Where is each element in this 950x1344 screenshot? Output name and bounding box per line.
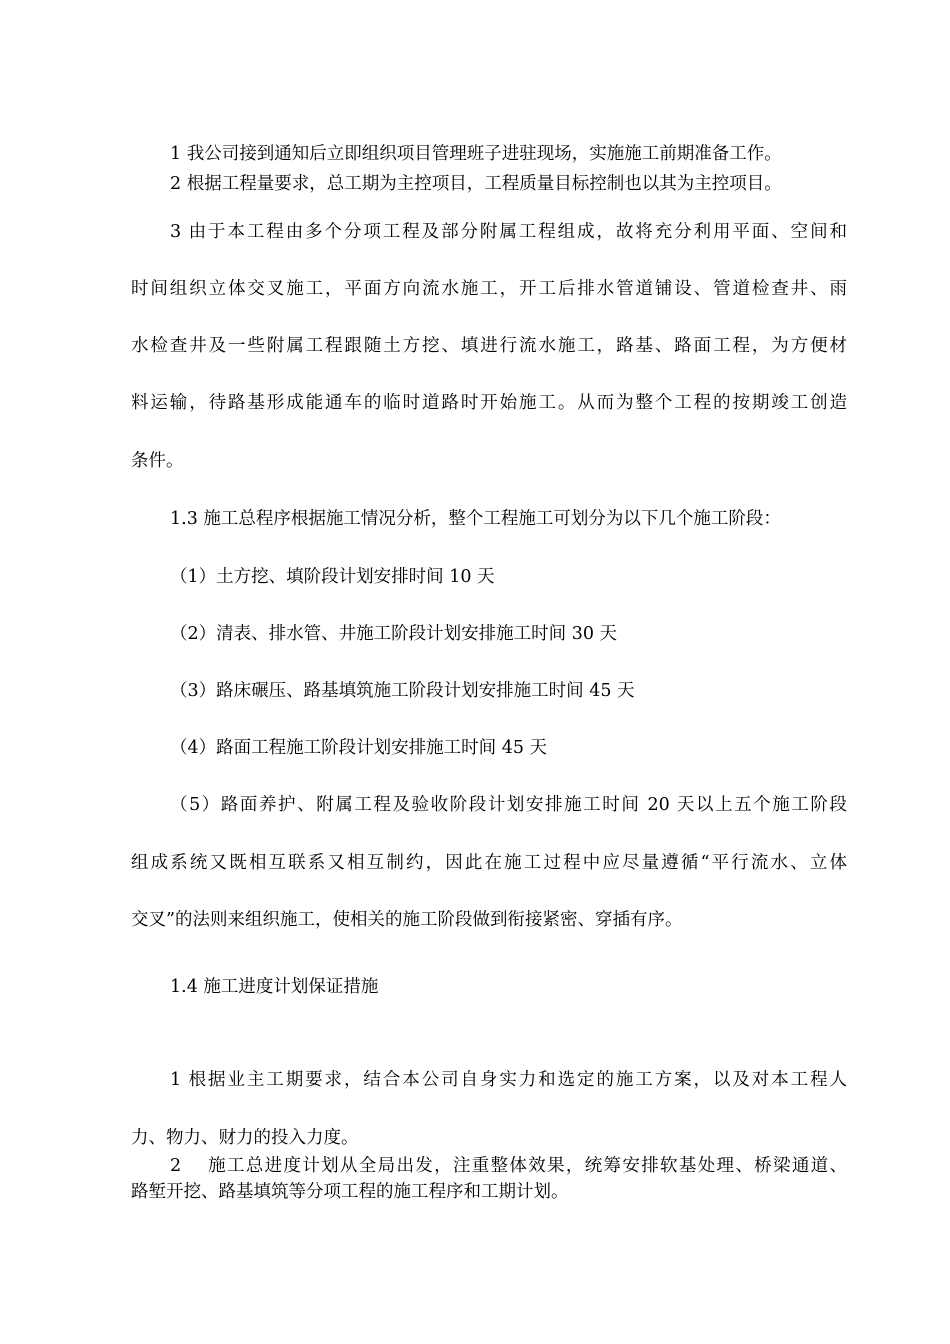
phase-item-3: （3）路床碾压、路基填筑施工阶段计划安排施工时间 45 天 bbox=[170, 681, 635, 701]
text-line-5: 水检查井及一些附属工程跟随土方挖、填进行流水施工，路基、路面工程，为方便材 bbox=[131, 336, 847, 356]
text-line-14: 组成系统又既相互联系又相互制约，因此在施工过程中应尽量遵循“平行流水、立体 bbox=[131, 853, 847, 873]
text-line-1: 1 我公司接到通知后立即组织项目管理班子进驻现场，实施施工前期准备工作。 bbox=[170, 144, 782, 164]
text-line-2: 2 根据工程量要求，总工期为主控项目，工程质量目标控制也以其为主控项目。 bbox=[170, 174, 782, 194]
section-heading-1-3: 1.3 施工总程序根据施工情况分析，整个工程施工可划分为以下几个施工阶段： bbox=[170, 509, 781, 529]
phase-item-2: （2）清表、排水管、井施工阶段计划安排施工时间 30 天 bbox=[170, 624, 618, 644]
phase-item-5: （5）路面养护、附属工程及验收阶段计划安排施工时间 20 天以上五个施工阶段 bbox=[170, 795, 847, 815]
text-line-20: 路堑开挖、路基填筑等分项工程的施工程序和工期计划。 bbox=[131, 1182, 569, 1202]
section-heading-1-4: 1.4 施工进度计划保证措施 bbox=[170, 977, 379, 997]
text-line-18: 力、物力、财力的投入力度。 bbox=[131, 1128, 359, 1148]
text-line-3: 3 由于本工程由多个分项工程及部分附属工程组成，故将充分利用平面、空间和 bbox=[170, 222, 847, 242]
text-line-4: 时间组织立体交叉施工，平面方向流水施工，开工后排水管道铺设、管道检查井、雨 bbox=[131, 279, 847, 299]
phase-item-1: （1）土方挖、填阶段计划安排时间 10 天 bbox=[170, 567, 495, 587]
phase-item-4: （4）路面工程施工阶段计划安排施工时间 45 天 bbox=[170, 738, 548, 758]
text-line-19: 2 施工总进度计划从全局出发，注重整体效果，统筹安排软基处理、桥梁通道、 bbox=[170, 1156, 847, 1176]
text-line-17: 1 根据业主工期要求，结合本公司自身实力和选定的施工方案，以及对本工程人 bbox=[170, 1070, 847, 1090]
text-line-7: 条件。 bbox=[131, 451, 184, 471]
text-line-6: 料运输，待路基形成能通车的临时道路时开始施工。从而为整个工程的按期竣工创造 bbox=[131, 393, 847, 413]
text-line-15: 交叉”的法则来组织施工，使相关的施工阶段做到衔接紧密、穿插有序。 bbox=[131, 910, 683, 930]
